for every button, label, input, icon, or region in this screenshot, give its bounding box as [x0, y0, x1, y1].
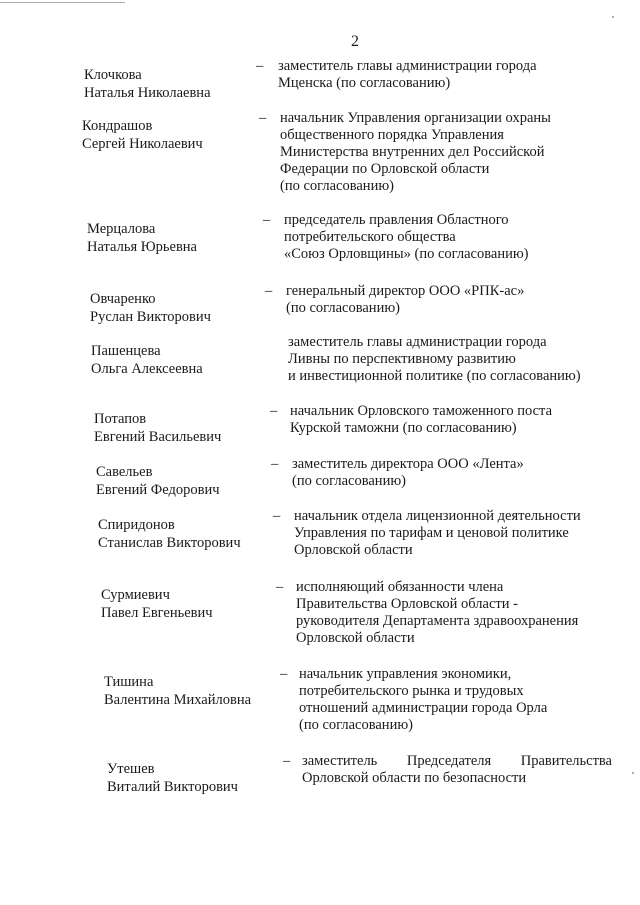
person-name — [90, 290, 211, 326]
person-surname: Потапов — [94, 411, 147, 427]
dash: – — [283, 753, 291, 769]
person-role: начальник Орловского таможенного поста Курской таможни (по согласованию) — [290, 403, 553, 436]
person-role: генеральный директор ООО «РПК-ас» (по согласованию) — [286, 283, 525, 316]
person-surname: Утешев — [107, 761, 155, 777]
person-name — [98, 516, 241, 552]
dash: – — [259, 110, 267, 126]
page-number: 2 — [351, 33, 359, 50]
person-name — [101, 586, 213, 622]
person-role: заместитель главы администрации города Ливны по перспективному развитию и инвестиционной политике (по согласованию) — [288, 334, 581, 384]
person-name — [91, 342, 203, 378]
person-given-name: Павел Евгеньевич — [101, 605, 213, 621]
person-name — [96, 463, 220, 499]
dash: – — [280, 666, 288, 682]
person-given-name: Сергей Николаевич — [82, 136, 203, 152]
person-role: начальник Управления организации охраны общественного порядка Управления Министерства внутренних дел Российской Федерации по Орловской области (по согласованию) — [280, 110, 551, 194]
person-surname: Савельев — [96, 464, 153, 480]
dash: – — [265, 283, 273, 299]
person-given-name: Виталий Викторович — [107, 779, 238, 795]
person-surname: Клочкова — [84, 67, 142, 83]
person-surname: Пашенцева — [91, 343, 161, 359]
person-role: председатель правления Областного потребительского общества «Союз Орловщины» (по согласованию) — [284, 212, 529, 262]
person-role: начальник отдела лицензионной деятельности Управления по тарифам и ценовой политике Орловской области — [294, 508, 581, 558]
person-role: заместитель Председателя Правительства Орловской области по безопасности — [302, 753, 612, 786]
scan-artifact — [612, 16, 614, 18]
dash: – — [263, 212, 271, 228]
person-given-name: Валентина Михайловна — [104, 692, 252, 708]
person-name — [87, 220, 197, 256]
person-given-name: Евгений Федорович — [96, 482, 220, 498]
person-given-name: Руслан Викторович — [90, 309, 211, 325]
person-given-name: Станислав Викторович — [98, 535, 241, 551]
person-surname: Мерцалова — [87, 221, 156, 237]
person-given-name: Наталья Юрьевна — [87, 239, 197, 255]
person-role: начальник управления экономики, потребительского рынка и трудовых отношений администрации города Орла (по согласованию) — [299, 666, 548, 733]
person-role: исполняющий обязанности члена Правительства Орловской области - руководителя Департамента здравоохранения Орловской области — [296, 579, 579, 646]
person-surname: Сурмиевич — [101, 587, 170, 603]
person-given-name: Евгений Васильевич — [94, 429, 222, 445]
person-role: заместитель директора ООО «Лента» (по согласованию) — [292, 456, 524, 489]
person-given-name: Ольга Алексеевна — [91, 361, 203, 377]
person-name — [84, 66, 211, 102]
dash: – — [273, 508, 281, 524]
person-surname: Тишина — [104, 674, 154, 690]
person-surname: Овчаренко — [90, 291, 156, 307]
dash: – — [276, 579, 284, 595]
person-name — [94, 410, 221, 446]
person-name — [107, 760, 238, 796]
dash: – — [256, 58, 264, 74]
scan-artifact — [0, 2, 125, 3]
dash: – — [270, 403, 278, 419]
person-name — [82, 117, 203, 153]
person-role: заместитель главы администрации города Мценска (по согласованию) — [278, 58, 537, 91]
scan-artifact — [632, 772, 634, 774]
person-surname: Кондрашов — [82, 118, 153, 134]
person-name — [104, 673, 251, 709]
person-surname: Спиридонов — [98, 517, 175, 533]
dash: – — [271, 456, 279, 472]
person-given-name: Наталья Николаевна — [84, 85, 211, 101]
